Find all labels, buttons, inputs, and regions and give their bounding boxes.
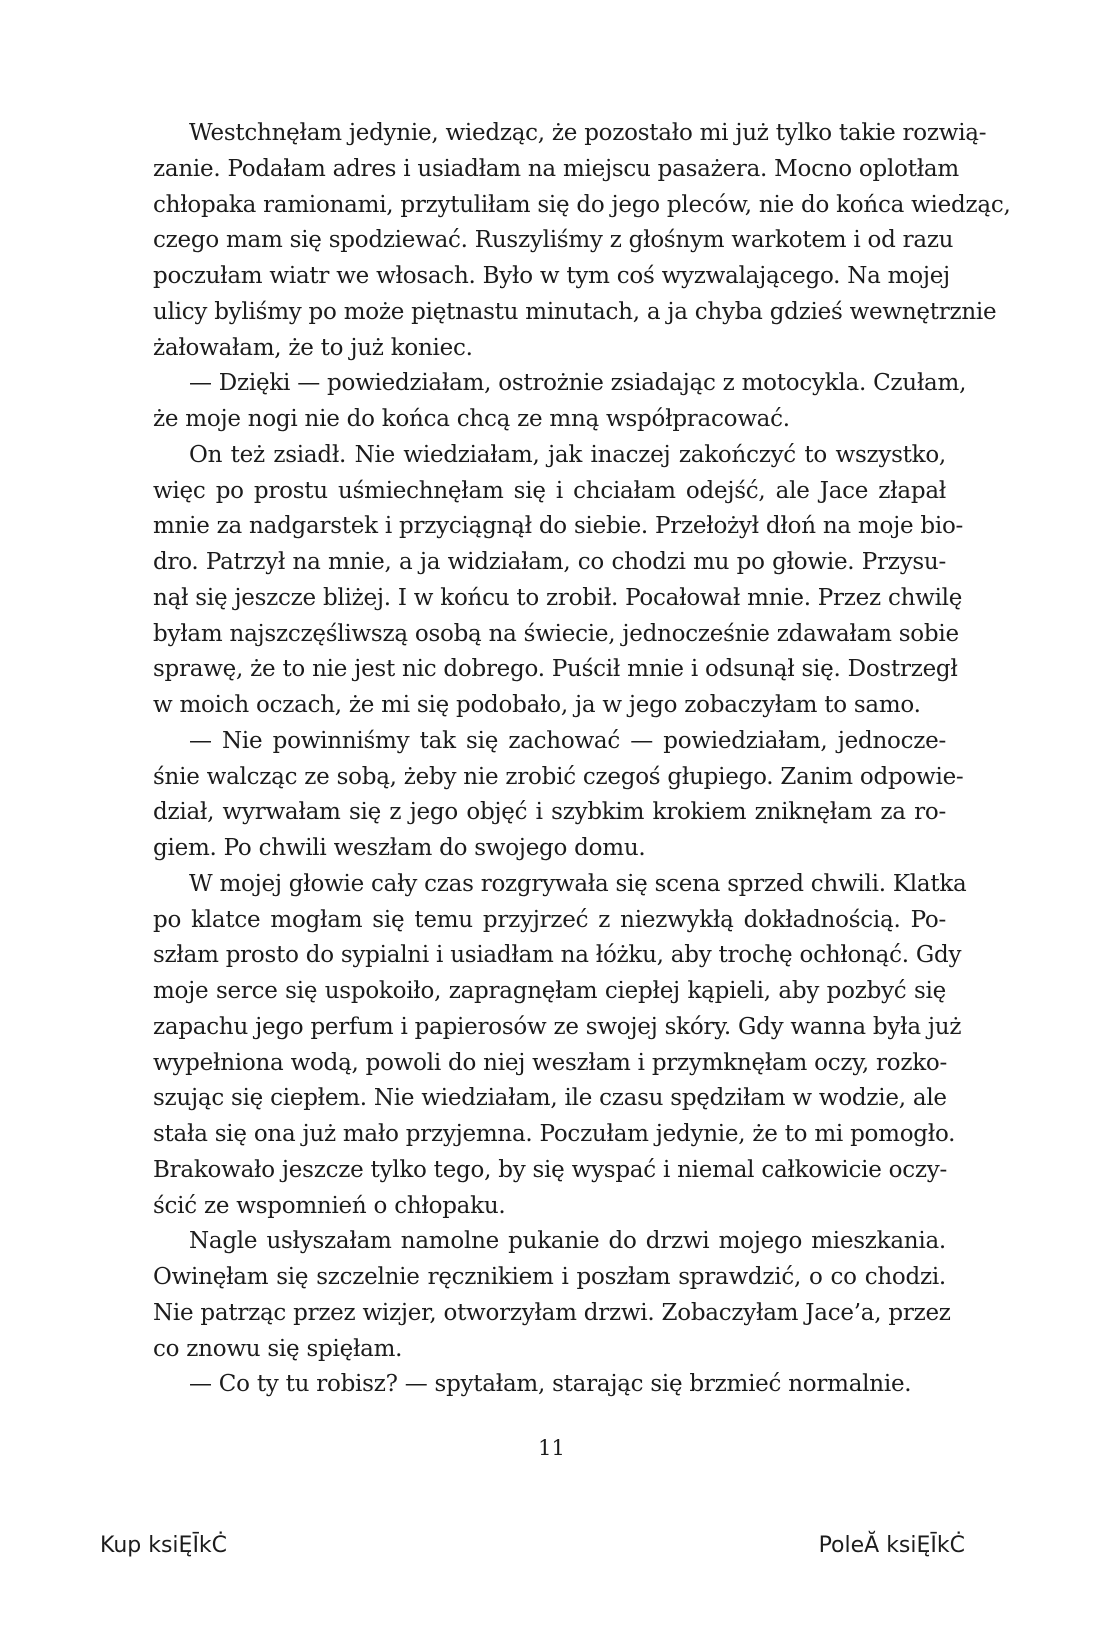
text-line: On też zsiadł. Nie wiedziałam, jak inaczej zakończyć to wszystko, bbox=[189, 441, 946, 468]
text-line: ścić ze wspomnień o chłopaku. bbox=[153, 1192, 506, 1219]
text-line: moje serce się uspokoiło, zapragnęłam ciepłej kąpieli, aby pozbyć się bbox=[153, 978, 946, 1004]
text-line: śnie walcząc ze sobą, żeby nie zrobić czegoś głupiego. Zanim odpowie- bbox=[153, 763, 964, 790]
page-number: 11 bbox=[538, 1436, 565, 1460]
text-line: co znowu się spięłam. bbox=[153, 1335, 403, 1362]
text-line: mnie za nadgarstek i przyciągnął do siebie. Przełożył dłoń na moje bio- bbox=[153, 513, 964, 540]
text-line: zanie. Podałam adres i usiadłam na miejscu pasażera. Mocno oplotłam bbox=[153, 155, 959, 182]
text-line: po klatce mogłam się temu przyjrzeć z niezwykłą dokładnością. Po- bbox=[153, 906, 946, 933]
text-line: sprawę, że to nie jest nic dobrego. Puścił mnie i odsunął się. Dostrzegł bbox=[153, 656, 958, 683]
text-line: więc po prostu uśmiechnęłam się i chciałam odejść, ale Jace złapał bbox=[153, 477, 946, 504]
text-line: nął się jeszcze bliżej. I w końcu to zrobił. Pocałował mnie. Przez chwilę bbox=[153, 584, 963, 611]
text-line: — Co ty tu robisz? — spytałam, starając się brzmieć normalnie. bbox=[189, 1371, 912, 1398]
text-line: ulicy byliśmy po może piętnastu minutach, a ja chyba gdzieś wewnętrznie bbox=[153, 298, 997, 325]
text-line: Westchnęłam jedynie, wiedząc, że pozostało mi już tylko takie rozwią- bbox=[189, 120, 987, 146]
body-text bbox=[153, 116, 1011, 1403]
text-line: chłopaka ramionami, przytuliłam się do jego pleców, nie do końca wiedząc, bbox=[153, 191, 1011, 218]
text-line: Brakowało jeszcze tylko tego, by się wyspać i niemal całkowicie oczy- bbox=[153, 1156, 947, 1183]
text-line: że moje nogi nie do końca chcą ze mną współpracować. bbox=[153, 406, 790, 432]
text-line: — Dzięki — powiedziałam, ostrożnie zsiadając z motocykla. Czułam, bbox=[189, 370, 967, 397]
text-line: czego mam się spodziewać. Ruszyliśmy z głośnym warkotem i od razu bbox=[153, 227, 954, 254]
text-line: poczułam wiatr we włosach. Było w tym coś wyzwalającego. Na mojej bbox=[153, 263, 950, 289]
text-line: szując się ciepłem. Nie wiedziałam, ile czasu spędziłam w wodzie, ale bbox=[153, 1085, 947, 1112]
recommend-book-link[interactable]: PoleĂ ksiĘĪkĊ bbox=[818, 1533, 965, 1558]
text-line: — Nie powinniśmy tak się zachować — powiedziałam, jednocze- bbox=[189, 727, 946, 754]
text-line: dział, wyrwałam się z jego objęć i szybkim krokiem zniknęłam za ro- bbox=[153, 799, 946, 826]
text-line: Nie patrząc przez wizjer, otworzyłam drzwi. Zobaczyłam Jace’a, przez bbox=[153, 1299, 951, 1326]
text-line: w moich oczach, że mi się podobało, ja w jego zobaczyłam to samo. bbox=[153, 692, 921, 718]
text-line: żałowałam, że to już koniec. bbox=[153, 334, 473, 361]
text-line: W mojej głowie cały czas rozgrywała się scena sprzed chwili. Klatka bbox=[189, 870, 967, 897]
text-line: Nagle usłyszałam namolne pukanie do drzwi mojego mieszkania. bbox=[189, 1228, 946, 1255]
text-line: Owinęłam się szczelnie ręcznikiem i poszłam sprawdzić, o co chodzi. bbox=[153, 1264, 946, 1290]
text-line: byłam najszczęśliwszą osobą na świecie, jednocześnie zdawałam sobie bbox=[153, 620, 959, 647]
text-line: szłam prosto do sypialni i usiadłam na łóżku, aby trochę ochłonąć. Gdy bbox=[153, 942, 962, 969]
text-line: giem. Po chwili weszłam do swojego domu. bbox=[153, 835, 646, 861]
text-line: stała się ona już mało przyjemna. Poczułam jedynie, że to mi pomogło. bbox=[153, 1121, 956, 1147]
buy-book-link[interactable]: Kup ksiĘĪkĊ bbox=[100, 1533, 228, 1558]
text-line: zapachu jego perfum i papierosów ze swojej skóry. Gdy wanna była już bbox=[153, 1013, 962, 1040]
text-line: dro. Patrzył na mnie, a ja widziałam, co chodzi mu po głowie. Przysu- bbox=[153, 549, 946, 575]
text-line: wypełniona wodą, powoli do niej weszłam i przymknęłam oczy, rozko- bbox=[153, 1049, 948, 1076]
